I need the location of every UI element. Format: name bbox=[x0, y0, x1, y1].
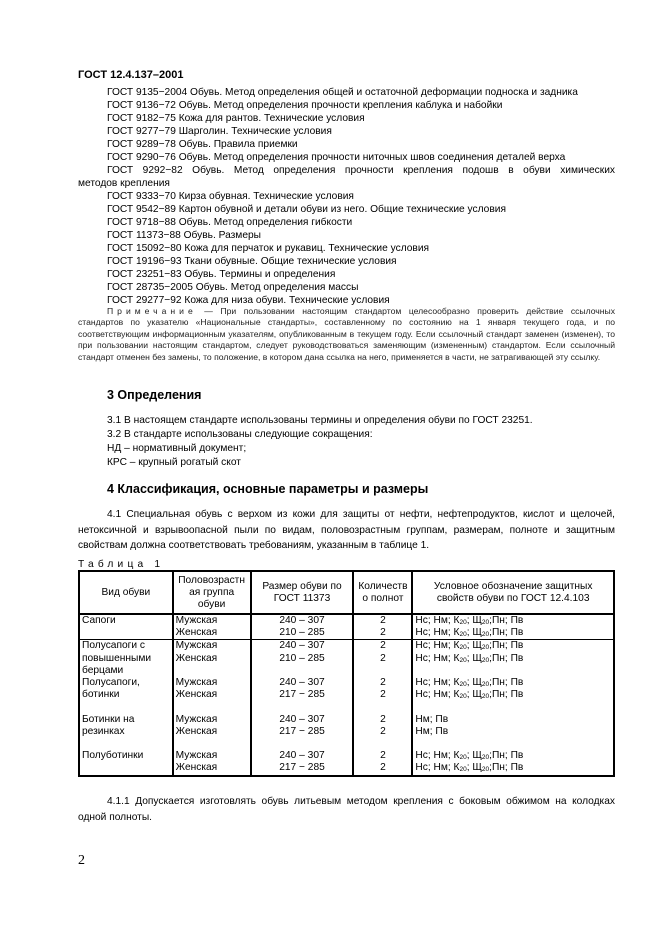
section-4-title: 4 Классификация, основные параметры и размеры bbox=[107, 482, 429, 496]
reference-item: ГОСТ 9182−75 Кожа для рантов. Технические условия bbox=[107, 113, 365, 124]
cell-count: 2 2 bbox=[353, 640, 412, 677]
cell-count: 2 2 bbox=[353, 750, 412, 775]
cell-size: 240 – 307 217 − 285 bbox=[251, 677, 354, 714]
reference-item: ГОСТ 9333−70 Кирза обувная. Технические условия bbox=[107, 191, 354, 202]
cell-size: 240 – 307 210 – 285 bbox=[251, 640, 354, 677]
cell-group: Мужская Женская bbox=[173, 714, 251, 751]
reference-item-continuation: методов крепления bbox=[78, 178, 170, 189]
reference-item: ГОСТ 29277−92 Кожа для низа обуви. Технические условия bbox=[107, 295, 390, 306]
cell-group: Мужская Женская bbox=[173, 614, 251, 640]
cell-count: 2 2 bbox=[353, 714, 412, 751]
cell-size: 240 – 307 217 − 285 bbox=[251, 750, 354, 775]
definition-line: 3.2 В стандарте использованы следующие сокращения: bbox=[107, 429, 373, 440]
definition-line: НД – нормативный документ; bbox=[107, 443, 247, 454]
reference-item: ГОСТ 9136−72 Обувь. Метод определения прочности крепления каблука и набойки bbox=[107, 100, 503, 111]
cell-type: Сапоги bbox=[79, 614, 173, 640]
note-label: Примечание bbox=[107, 306, 197, 316]
reference-item: ГОСТ 9718−88 Обувь. Метод определения гибкости bbox=[107, 217, 353, 228]
cell-type: Ботинки на резинках bbox=[79, 714, 173, 751]
table-row bbox=[79, 640, 614, 677]
note-block bbox=[78, 306, 615, 363]
cell-group: Мужская Женская bbox=[173, 750, 251, 775]
cell-size: 240 – 307 217 − 285 bbox=[251, 714, 354, 751]
definition-line: 3.1 В настоящем стандарте использованы термины и определения обуви по ГОСТ 23251. bbox=[107, 415, 533, 426]
header-cell: Размер обуви по ГОСТ 11373 bbox=[251, 571, 354, 614]
paragraph-4-1: 4.1 Специальная обувь с верхом из кожи для защиты от нефти, нефтепродуктов, кислот и щелочей, нетоксичной и взрывоопасной пыли по видам, половозрастным группам, размерам, полноте и защитным свойствам должна соответствовать требованиям, указанным в таблице 1. bbox=[78, 509, 615, 551]
table-row bbox=[79, 714, 614, 751]
cell-count: 2 2 bbox=[353, 677, 412, 714]
cell-group: Мужская Женская bbox=[173, 640, 251, 677]
page-number: 2 bbox=[78, 853, 85, 868]
reference-item: ГОСТ 28735−2005 Обувь. Метод определения массы bbox=[107, 282, 359, 293]
table-caption: Таблица 1 bbox=[78, 559, 165, 570]
cell-protection: Нс; Нм; $К_{20}$; $Щ_{20};Пн$; Пв Нс; Нм; $К_{20}$; $Щ_{20};Пн$; Пв bbox=[412, 614, 614, 640]
reference-item: ГОСТ 9290−76 Обувь. Метод определения прочности ниточных швов соединения деталей верха bbox=[107, 152, 566, 163]
cell-group: Мужская Женская bbox=[173, 677, 251, 714]
cell-type: Полусапоги, ботинки bbox=[79, 677, 173, 714]
reference-item: ГОСТ 9292−82 Обувь. Метод определения прочности крепления подошв в обуви химических bbox=[107, 165, 615, 176]
reference-item: ГОСТ 9542−89 Картон обувной и детали обуви из него. Общие технические условия bbox=[107, 204, 506, 215]
reference-item: ГОСТ 19196−93 Ткани обувные. Общие технические условия bbox=[107, 256, 397, 267]
paragraph-4-1-1: 4.1.1 Допускается изготовлять обувь литьевым методом крепления с боковым обжимом на колодках одной полноты. bbox=[78, 796, 615, 823]
cell-size: 240 – 307 210 – 285 bbox=[251, 614, 354, 640]
reference-item: ГОСТ 23251−83 Обувь. Термины и определения bbox=[107, 269, 336, 280]
note-text: — При пользовании настоящим стандартом целесообразно проверить действие ссылочных стандартов по указателю «Национальные стандарты», составленному по состоянию на 1 января текущего года, и по соответствующим информационным указателям, опубликованным в текущем году. Если ссылочный стандарт заменен (изменен), то при пользовании настоящим стандартом, следует руководствоваться заменяющим (измененным) стандартом. Если ссылочный стандарт отменен без замены, то положение, в котором дана ссылка на него, применяется в части, не затрагивающей эту ссылку. bbox=[78, 306, 615, 362]
definition-line: КРС – крупный рогатый скот bbox=[107, 457, 241, 468]
header-cell: Количеств о полнот bbox=[353, 571, 412, 614]
cell-protection: Нм; Пв Нм; Пв bbox=[412, 714, 614, 751]
reference-item: ГОСТ 9135−2004 Обувь. Метод определения общей и остаточной деформации подноска и задника bbox=[107, 87, 578, 98]
reference-item: ГОСТ 11373−88 Обувь. Размеры bbox=[107, 230, 261, 241]
table-header-row bbox=[79, 571, 614, 614]
header-cell: Вид обуви bbox=[79, 571, 173, 614]
cell-protection: Нс; Нм; $К_{20}$; $Щ_{20};Пн$; Пв Нс; Нм; $К_{20}$; $Щ_{20};Пн$; Пв bbox=[412, 677, 614, 714]
reference-item: ГОСТ 15092−80 Кожа для перчаток и рукавиц. Технические условия bbox=[107, 243, 430, 254]
section-3-title: 3 Определения bbox=[107, 388, 202, 402]
header-cell: Условное обозначение защитных свойств обуви по ГОСТ 12.4.103 bbox=[412, 571, 614, 614]
cell-type: Полусапоги с повышенными берцами bbox=[79, 640, 173, 677]
cell-type: Полуботинки bbox=[79, 750, 173, 775]
table-row bbox=[79, 614, 614, 640]
reference-item: ГОСТ 9277−79 Шарголин. Технические условия bbox=[107, 126, 332, 137]
cell-protection: Нс; Нм; $К_{20}$; $Щ_{20};Пн$; Пв Нс; Нм; $К_{20}$; $Щ_{20};Пн$; Пв bbox=[412, 640, 614, 677]
header-cell: Половозрастн ая группа обуви bbox=[173, 571, 251, 614]
cell-protection: Нс; Нм; $К_{20}$; $Щ_{20};Пн$; Пв Нс; Нм; $К_{20}$; $Щ_{20};Пн$; Пв bbox=[412, 750, 614, 775]
cell-count: 2 2 bbox=[353, 614, 412, 640]
document-header: ГОСТ 12.4.137–2001 bbox=[78, 69, 184, 81]
table-row bbox=[79, 750, 614, 775]
table-row bbox=[79, 677, 614, 714]
reference-item: ГОСТ 9289−78 Обувь. Правила приемки bbox=[107, 139, 298, 150]
table-1 bbox=[78, 570, 615, 777]
